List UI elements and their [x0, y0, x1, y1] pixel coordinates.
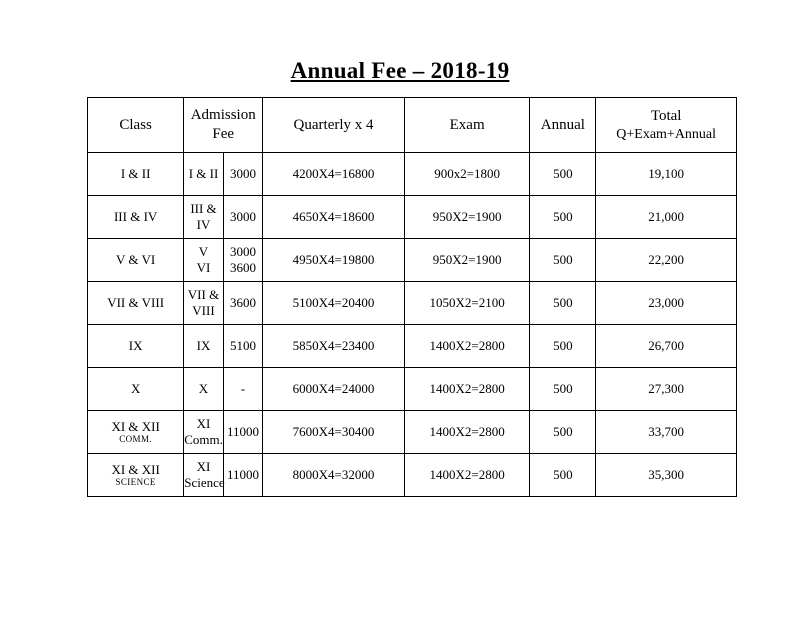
- column-header-admission-line2: Fee: [212, 126, 235, 142]
- cell-class: [88, 196, 184, 239]
- cell-admission-name: [184, 282, 223, 325]
- table-row: [88, 411, 737, 454]
- cell-class-main: X: [130, 380, 141, 396]
- table-header-row: [88, 98, 737, 153]
- cell-admission-fee-line1: 5100: [229, 337, 256, 353]
- table-row: [88, 153, 737, 196]
- cell-quarterly: 8000X4=32000: [263, 454, 405, 497]
- cell-exam: 1400X2=2800: [404, 454, 529, 497]
- cell-class-main: IX: [128, 337, 143, 353]
- cell-total: 22,200: [596, 239, 737, 282]
- table-row: [88, 325, 737, 368]
- column-header-total-line1: Total: [650, 107, 682, 124]
- cell-admission-fee: [223, 196, 262, 239]
- cell-annual: 500: [530, 411, 596, 454]
- cell-admission-fee-line1: 3000: [229, 208, 256, 224]
- cell-admission-fee-line1: 3000: [229, 243, 256, 259]
- cell-exam: 1400X2=2800: [404, 411, 529, 454]
- cell-admission-name-line1: III & IV: [190, 200, 217, 232]
- cell-quarterly: 4200X4=16800: [263, 153, 405, 196]
- cell-admission-fee: [223, 454, 262, 497]
- cell-exam: 950X2=1900: [404, 239, 529, 282]
- cell-admission-name-line1: I & II: [188, 165, 219, 181]
- cell-quarterly: 5100X4=20400: [263, 282, 405, 325]
- cell-admission-fee: [223, 368, 262, 411]
- cell-exam: 1400X2=2800: [404, 325, 529, 368]
- cell-class-main: V & VI: [116, 251, 156, 267]
- cell-admission-name: [184, 196, 223, 239]
- cell-admission-name: [184, 153, 223, 196]
- cell-quarterly: 4950X4=19800: [263, 239, 405, 282]
- cell-class: [88, 368, 184, 411]
- annual-fee-table: [87, 97, 737, 497]
- cell-class: [88, 153, 184, 196]
- cell-class-main: I & II: [120, 165, 151, 181]
- cell-admission-fee: [223, 282, 262, 325]
- cell-admission-name: [184, 411, 223, 454]
- cell-total: 23,000: [596, 282, 737, 325]
- cell-class-main: III & IV: [113, 208, 158, 224]
- cell-admission-name: [184, 239, 223, 282]
- cell-total: 26,700: [596, 325, 737, 368]
- cell-admission-fee-line1: 3000: [229, 165, 256, 181]
- cell-admission-name-line1: IX: [196, 337, 211, 353]
- cell-total: 21,000: [596, 196, 737, 239]
- cell-class: [88, 325, 184, 368]
- table-row: [88, 282, 737, 325]
- cell-class-stream: COMM.: [119, 434, 153, 445]
- column-header-total-line2: Q+Exam+Annual: [616, 126, 717, 142]
- cell-admission-fee-line1: 3600: [229, 294, 256, 310]
- cell-admission-name-line1: XI: [196, 415, 211, 431]
- cell-exam: 1050X2=2100: [404, 282, 529, 325]
- cell-admission-fee: [223, 325, 262, 368]
- cell-admission-name-line2: Science: [184, 475, 225, 490]
- column-header-admission-fee: [184, 98, 263, 153]
- cell-admission-name: [184, 325, 223, 368]
- column-header-total: [596, 98, 737, 153]
- cell-annual: 500: [530, 454, 596, 497]
- cell-annual: 500: [530, 282, 596, 325]
- table-row: [88, 368, 737, 411]
- cell-admission-name: [184, 368, 223, 411]
- column-header-admission-line1: Admission: [190, 107, 256, 124]
- cell-exam: 1400X2=2800: [404, 368, 529, 411]
- cell-exam: 900x2=1800: [404, 153, 529, 196]
- cell-admission-name-line1: XI: [196, 458, 211, 474]
- cell-annual: 500: [530, 153, 596, 196]
- cell-admission-name-line2: VI: [196, 260, 211, 275]
- table-body: [88, 153, 737, 497]
- cell-quarterly: 5850X4=23400: [263, 325, 405, 368]
- column-header-exam: Exam: [404, 98, 529, 153]
- cell-class: [88, 282, 184, 325]
- cell-class-stream: SCIENCE: [115, 477, 156, 488]
- cell-class: [88, 411, 184, 454]
- cell-admission-fee-line1: 11000: [226, 466, 259, 482]
- cell-admission-fee-line2: 3600: [229, 260, 256, 275]
- column-header-annual: Annual: [530, 98, 596, 153]
- table-row: [88, 239, 737, 282]
- cell-quarterly: 6000X4=24000: [263, 368, 405, 411]
- cell-admission-name-line1: VII & VIII: [187, 286, 220, 318]
- cell-annual: 500: [530, 325, 596, 368]
- table-header: [88, 98, 737, 153]
- cell-admission-name-line2: Comm.: [184, 432, 223, 447]
- cell-annual: 500: [530, 196, 596, 239]
- cell-class: [88, 239, 184, 282]
- cell-class-main: VII & VIII: [107, 294, 165, 310]
- cell-admission-fee-line1: -: [240, 380, 246, 396]
- cell-admission-name-line1: V: [198, 243, 209, 259]
- cell-admission-fee: [223, 239, 262, 282]
- cell-admission-name-line1: X: [198, 380, 209, 396]
- cell-total: 33,700: [596, 411, 737, 454]
- cell-admission-fee-line1: 11000: [226, 423, 259, 439]
- table-row: [88, 196, 737, 239]
- cell-annual: 500: [530, 239, 596, 282]
- column-header-quarterly: Quarterly x 4: [263, 98, 405, 153]
- cell-total: 27,300: [596, 368, 737, 411]
- column-header-class: Class: [88, 98, 184, 153]
- page-title: Annual Fee – 2018-19: [290, 58, 510, 83]
- cell-annual: 500: [530, 368, 596, 411]
- cell-exam: 950X2=1900: [404, 196, 529, 239]
- cell-class-main: XI & XII: [111, 418, 160, 434]
- cell-class: [88, 454, 184, 497]
- cell-admission-name: [184, 454, 223, 497]
- cell-total: 19,100: [596, 153, 737, 196]
- cell-admission-fee: [223, 153, 262, 196]
- cell-total: 35,300: [596, 454, 737, 497]
- cell-quarterly: 7600X4=30400: [263, 411, 405, 454]
- cell-quarterly: 4650X4=18600: [263, 196, 405, 239]
- cell-class-main: XI & XII: [111, 461, 160, 477]
- table-row: [88, 454, 737, 497]
- cell-admission-fee: [223, 411, 262, 454]
